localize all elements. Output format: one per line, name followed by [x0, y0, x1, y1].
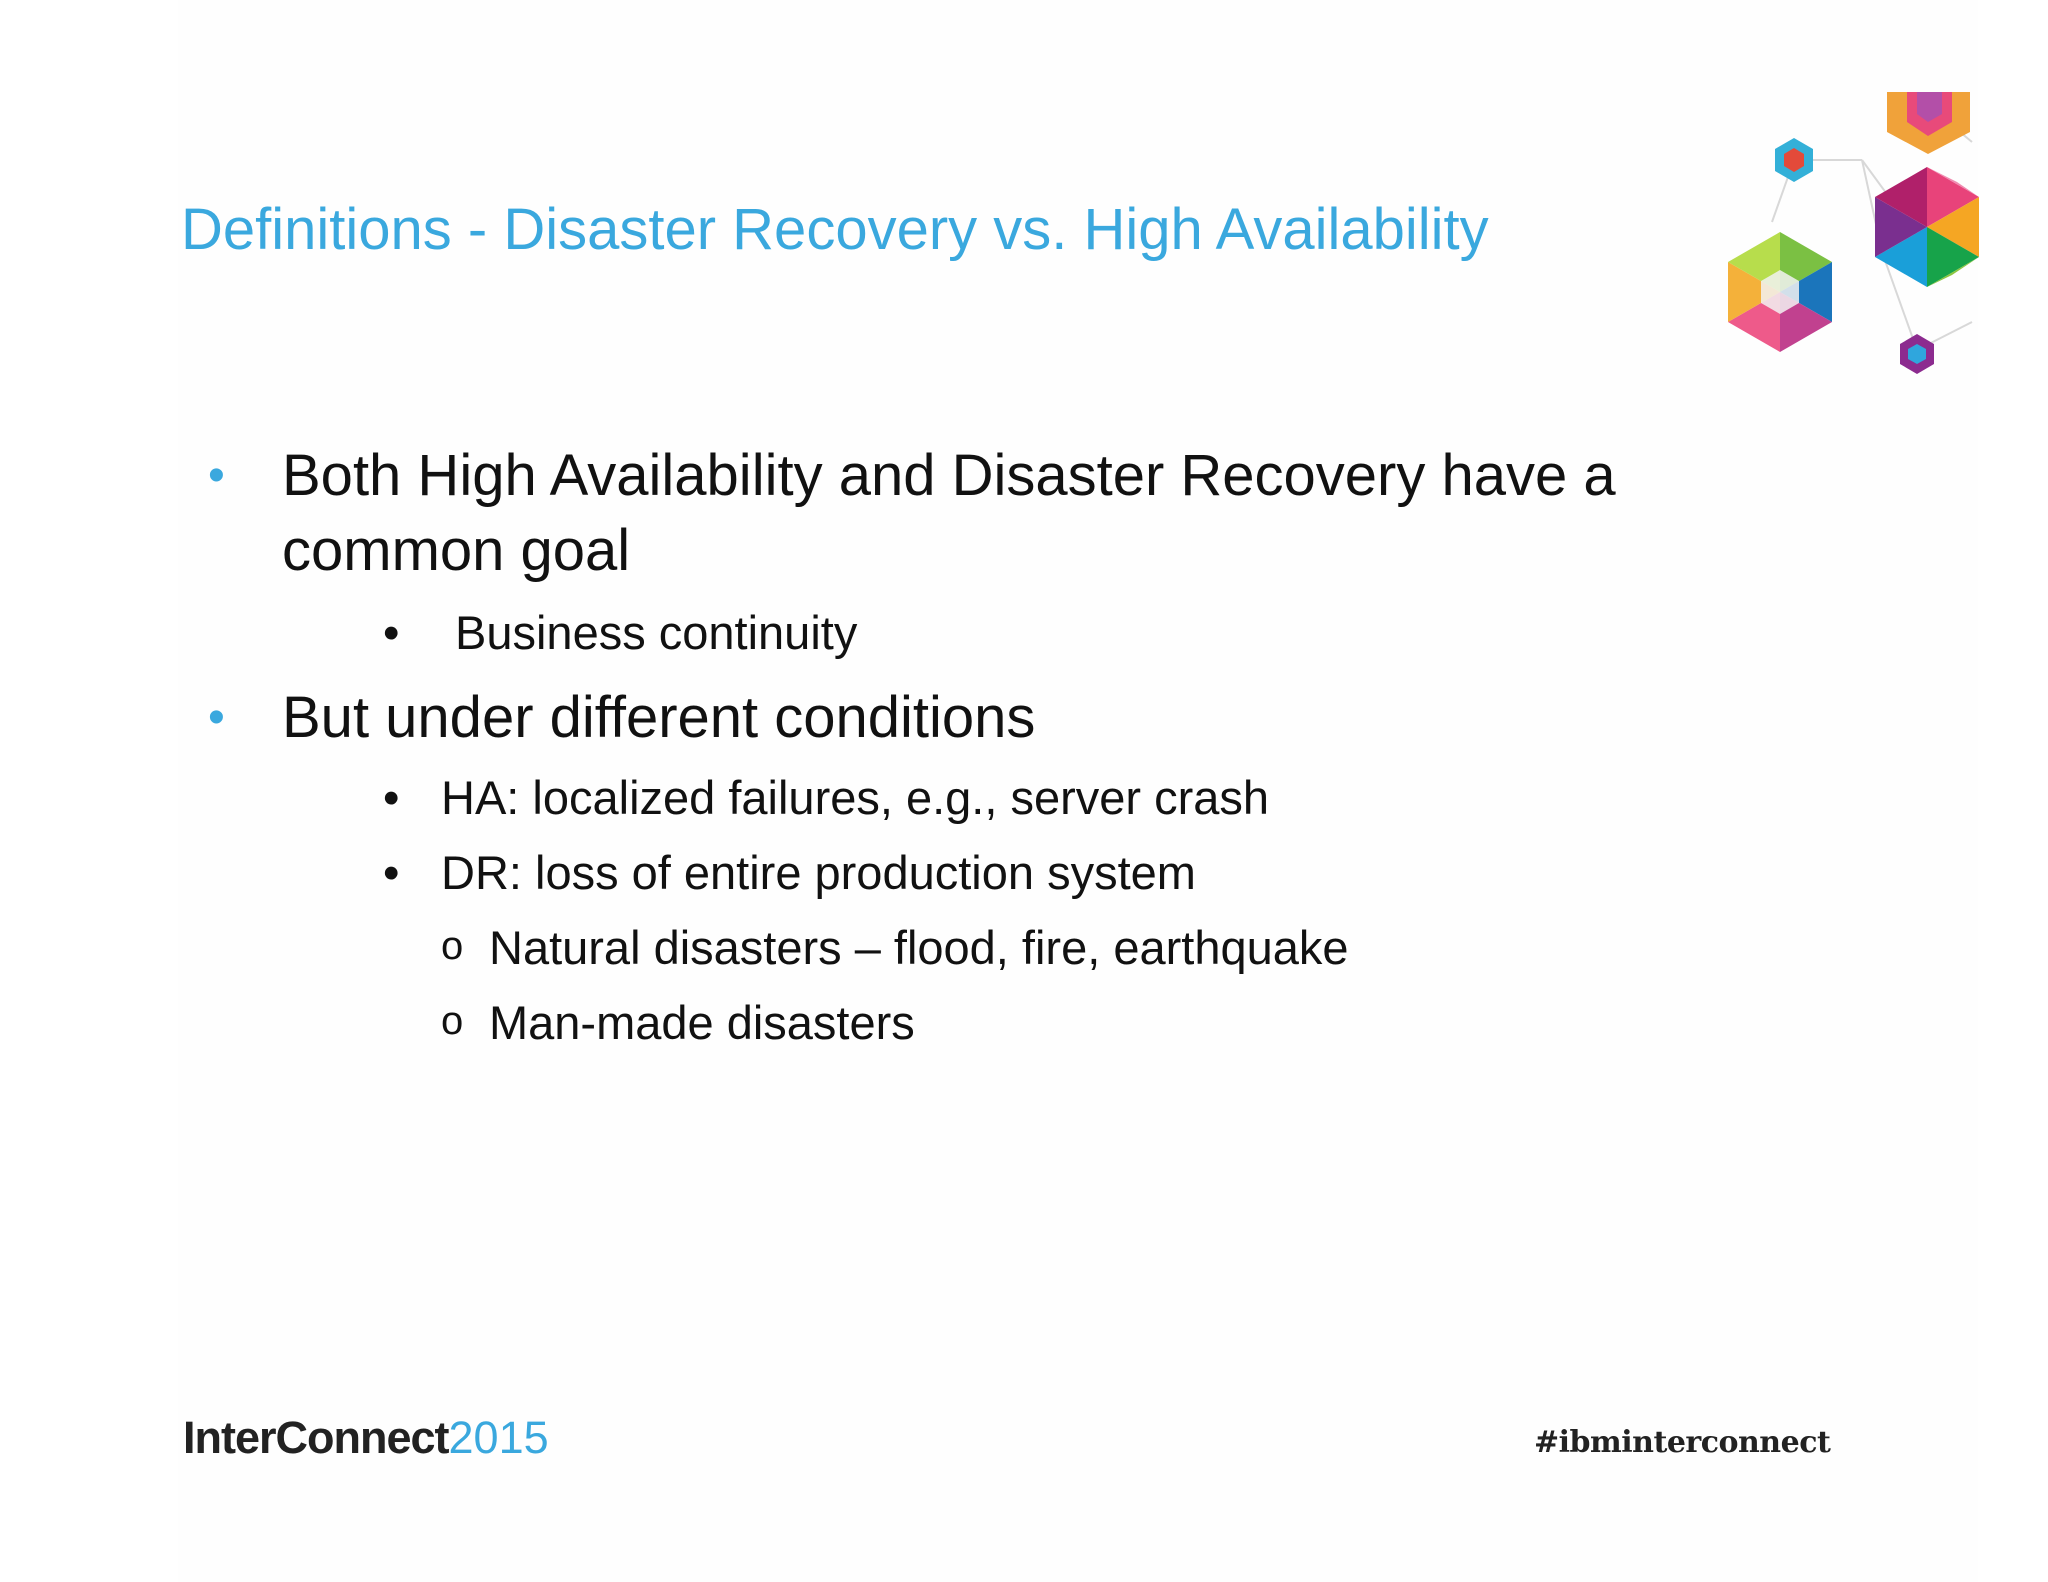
sub-bullet-marker: •	[383, 846, 400, 899]
bullet-marker: •	[208, 691, 225, 744]
bullet-marker: •	[208, 449, 225, 502]
sub-bullet-text: HA: localized failures, e.g., server crash	[441, 771, 1270, 824]
bullet-text-line1: Both High Availability and Disaster Recovery have a	[282, 443, 1616, 508]
hashtag-text: #ibminterconnect	[1534, 1425, 1831, 1460]
sub-bullet-marker: •	[383, 606, 400, 659]
slide-title: Definitions - Disaster Recovery vs. High Availability	[181, 197, 1489, 262]
sub-bullet-text: DR: loss of entire production system	[441, 846, 1196, 899]
sub-sub-bullet-marker: o	[441, 999, 464, 1043]
interconnect-logo	[183, 1412, 549, 1464]
logo-main-text: InterConnect	[183, 1412, 449, 1463]
logo-year-text: 2015	[448, 1412, 549, 1463]
bullet-text-line2: common goal	[282, 518, 631, 583]
hexagon-cluster-icon	[1722, 92, 1982, 392]
sub-sub-bullet-text: Man-made disasters	[489, 996, 915, 1049]
bullet-text-line1: But under different conditions	[282, 685, 1036, 750]
sub-bullet-marker: •	[383, 771, 400, 824]
sub-sub-bullet-text: Natural disasters – flood, fire, earthquake	[489, 921, 1349, 974]
sub-bullet-text: Business continuity	[455, 606, 858, 659]
sub-sub-bullet-marker: o	[441, 924, 464, 968]
